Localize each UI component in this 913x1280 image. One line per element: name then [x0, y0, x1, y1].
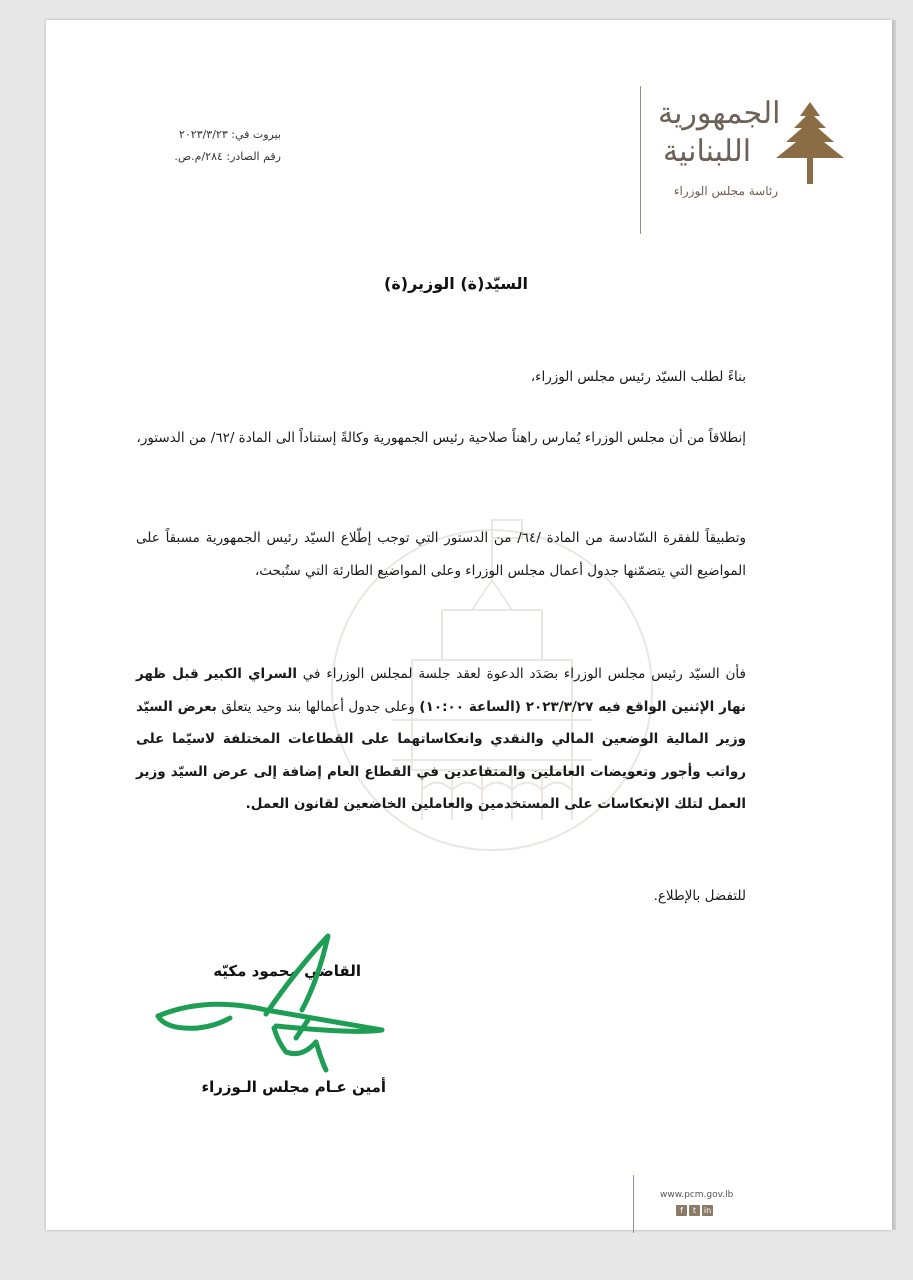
linkedin-icon: in: [703, 1206, 712, 1215]
document-page: [46, 20, 892, 1230]
paragraph-3: وتطبيقاً للفقرة السّادسة من المادة /٦٤/ من الدستور التي توجب إطّلاع السيّد رئيس الجمهورية مسبقاً على المواضيع التي يتضمّنها جدول أعمال مجلس الوزراء وعلى المواضيع الطارئة التي ستُبحث،: [136, 530, 746, 579]
twitter-icon: t: [689, 1205, 700, 1216]
paragraph-4: [136, 658, 746, 821]
p4-part-a: فأن السيّد رئيس مجلس الوزراء بصَدَد الدعوة لعقد جلسة لمجلس الوزراء في: [296, 666, 746, 682]
facebook-icon: f: [676, 1205, 687, 1216]
page-edge-shadow: [892, 20, 896, 1230]
salutation: السيّد(ة) الوزير(ة): [384, 274, 528, 293]
reference-block: [146, 124, 281, 168]
closing-line: للتفضل بالإطلاع.: [653, 888, 746, 904]
republic-title-line1: الجمهورية: [658, 96, 781, 131]
handwritten-signature: [146, 930, 406, 1080]
paragraph-2: إنطلاقاً من أن مجلس الوزراء يُمارس راهناً صلاحية رئيس الجمهورية وكالةً إستناداً الى المادة /٦٢/ من الدستور،: [136, 430, 746, 446]
signatory-name: القاضي محمود مكيّه: [213, 962, 361, 980]
p4-part-c: وعلى جدول أعمالها بند وحيد يتعلق: [216, 698, 420, 715]
reference-number: رقم الصادر: ٢٨٤/م.ص.: [174, 150, 281, 163]
p4-part-d: بعرض السيّد وزير المالية الوضعين المالي والنقدي وانعكاساتهما على القطاعات المختلفة لاسيّما على رواتب وأجور وتعويضات العاملين والمتقاعدين في القطاع العام إضافة إلى عرض السيّد وزير العمل لتلك الإنعكاسات على المستخدمين والعاملين الخاضعين لقانون العمل.: [136, 698, 746, 812]
cedar-logo-icon: [774, 98, 846, 190]
date-line: بيروت في: ٢٠٢٣/٣/٢٣: [178, 128, 281, 141]
paragraph-1: بناءً لطلب السيّد رئيس مجلس الوزراء،: [530, 369, 746, 385]
footer-divider: [633, 1175, 634, 1233]
office-label: رئاسة مجلس الوزراء: [673, 184, 778, 198]
republic-title-line2: اللبنانية: [663, 134, 752, 169]
header-divider: [640, 86, 641, 234]
website-url: www.pcm.gov.lb: [660, 1190, 734, 1200]
signatory-title: أمين عـام مجلس الـوزراء: [201, 1078, 386, 1096]
p4-part-b: السراي الكبير قبل ظهر نهار الإثنين الواقع فيه ٢٠٢٣/٣/٢٧ (الساعة ١٠:٠٠): [136, 666, 746, 715]
social-icons: [676, 1205, 713, 1217]
